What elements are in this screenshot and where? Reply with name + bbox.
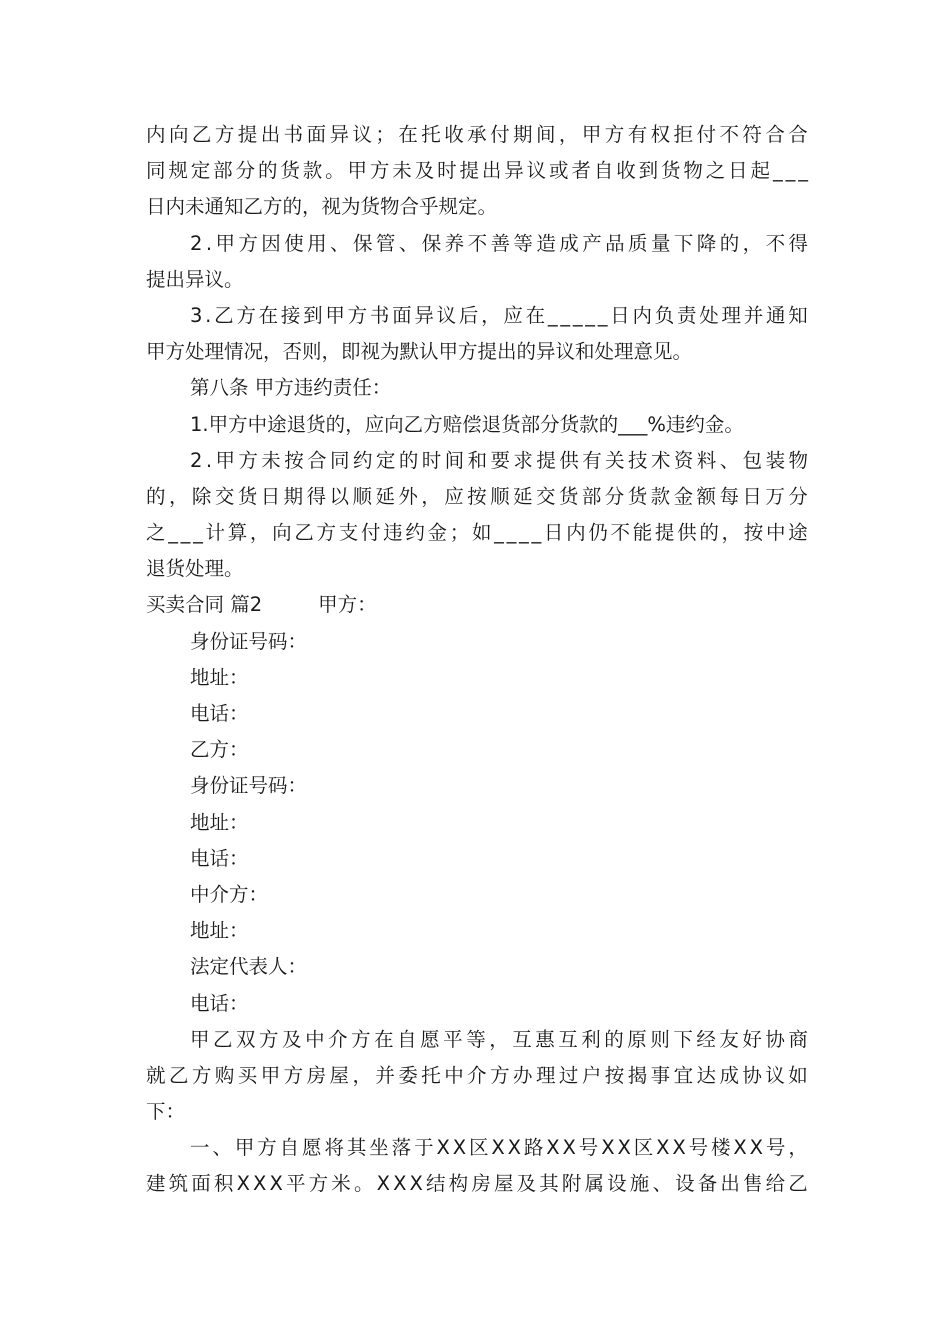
agreement-body [146,1022,808,1203]
text-line: 甲 乙 双 方 及 中 介 方 在 自 愿 平 等 ， 互 惠 互 利 的 原 则 下 经 友 好 协 商 [190,1027,808,1051]
text-line: 日内未通知乙方的，视为货物合乎规定。 [146,195,498,219]
text-line: 甲方处理情况，否则，即视为默认甲方提出的异议和处理意见。 [146,340,693,364]
text-line: 2 . 甲 方 未 按 合 同 约 定 的 时 间 和 要 求 提 供 有 关 技 术 资 料 、 包 装 物 [190,448,808,472]
field-label: 身份证号码： [190,774,308,798]
field-label: 电话： [190,846,249,870]
party-fields [146,624,808,1022]
text-line: 建 筑 面 积 X X X 平 方 米 。 X X X 结 构 房 屋 及 其 附 属 设 施 、 设 备 出 售 给 乙 [146,1172,808,1196]
field-label: 中介方： [190,882,269,906]
document-body [146,117,808,1203]
text-line: 就 乙 方 购 买 甲 方 房 屋 ， 并 委 托 中 介 方 办 理 过 户 按 揭 事 宜 达 成 协 议 如 [146,1063,808,1087]
field-label: 电话： [190,991,249,1015]
field-label: 法定代表人： [190,955,308,979]
text-line: 1.甲方中途退货的，应向乙方赔偿退货部分货款的___%违约金。 [190,412,744,436]
text-line: 的 ， 除 交 货 日 期 得 以 顺 延 外 ， 应 按 顺 延 交 货 部 分 货 款 金 额 每 日 万 分 [146,484,808,508]
text-line: 下： [146,1100,186,1124]
field-label: 身份证号码： [190,629,308,653]
section-title: 买卖合同 篇2 [146,593,263,617]
field-label: 乙方： [190,738,249,762]
section-party-label: 甲方： [318,593,377,617]
text-line: 2 . 甲 方 因 使 用 、 保 管 、 保 养 不 善 等 造 成 产 品 质 量 下 降 的 ， 不 得 [190,231,808,255]
field-label: 地址： [190,919,249,943]
field-label: 地址： [190,810,249,834]
text-line: 之 _ _ _ 计 算 ， 向 乙 方 支 付 违 约 金 ； 如 _ _ _ _ 日 内 仍 不 能 提 供 的 ， 按 中 途 [146,521,808,545]
text-line: 退货处理。 [146,557,244,581]
section-title-row [146,587,808,623]
field-label: 地址： [190,665,249,689]
clause-continuation [146,117,808,587]
text-line: 内 向 乙 方 提 出 书 面 异 议 ； 在 托 收 承 付 期 间 ， 甲 方 有 权 拒 付 不 符 合 合 [146,123,808,146]
text-line: 同 规 定 部 分 的 货 款 。 甲 方 未 及 时 提 出 异 议 或 者 自 收 到 货 物 之 日 起 _ _ _ [146,159,808,183]
text-line: 一 、 甲 方 自 愿 将 其 坐 落 于 X X 区 X X 路 X X 号 X X 区 X X 号 楼 X X 号 ， [190,1136,808,1160]
field-label: 电话： [190,702,249,725]
article-heading: 第八条 甲方违约责任： [190,376,392,400]
text-line: 提出异议。 [146,267,244,291]
text-line: 3 . 乙 方 在 接 到 甲 方 书 面 异 议 后 ， 应 在 _ _ _ _ _ 日 内 负 责 处 理 并 通 知 [190,303,808,327]
